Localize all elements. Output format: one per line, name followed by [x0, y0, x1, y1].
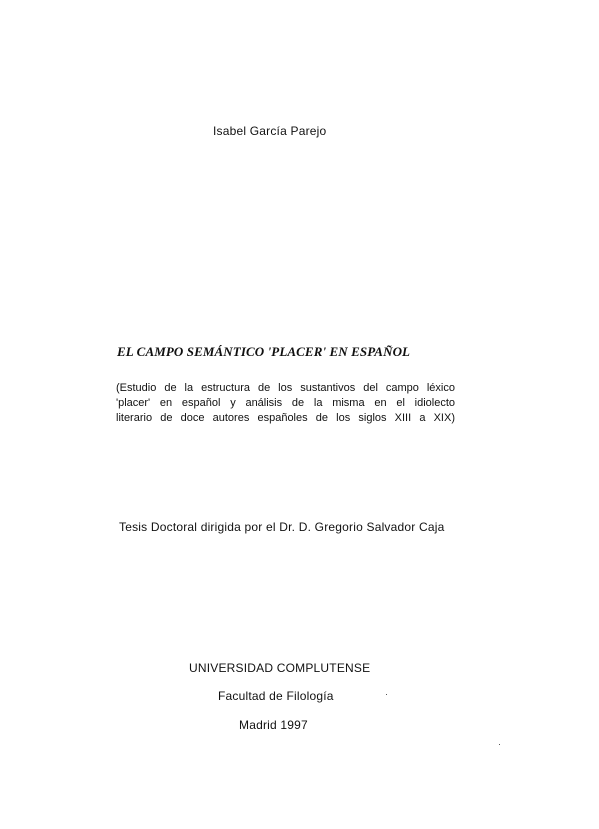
thesis-subtitle: [116, 381, 455, 426]
subtitle-line: (Estudio de la estructura de los sustantivos del campo léxico: [116, 382, 455, 394]
faculty-name: Facultad de Filología: [218, 689, 334, 703]
scan-speck: [499, 744, 500, 745]
thesis-director: Tesis Doctoral dirigida por el Dr. D. Gregorio Salvador Caja: [119, 520, 445, 534]
city-and-year: Madrid 1997: [239, 718, 308, 732]
thesis-title: EL CAMPO SEMÁNTICO 'PLACER' EN ESPAÑOL: [117, 344, 411, 359]
subtitle-line: 'placer' en español y análisis de la misma en el idiolecto: [116, 397, 455, 409]
scan-speck: [386, 694, 387, 695]
author-name: Isabel García Parejo: [213, 124, 327, 138]
subtitle-line: literario de doce autores españoles de los siglos XIII a XIX): [116, 412, 455, 424]
university-name: UNIVERSIDAD COMPLUTENSE: [189, 661, 371, 675]
